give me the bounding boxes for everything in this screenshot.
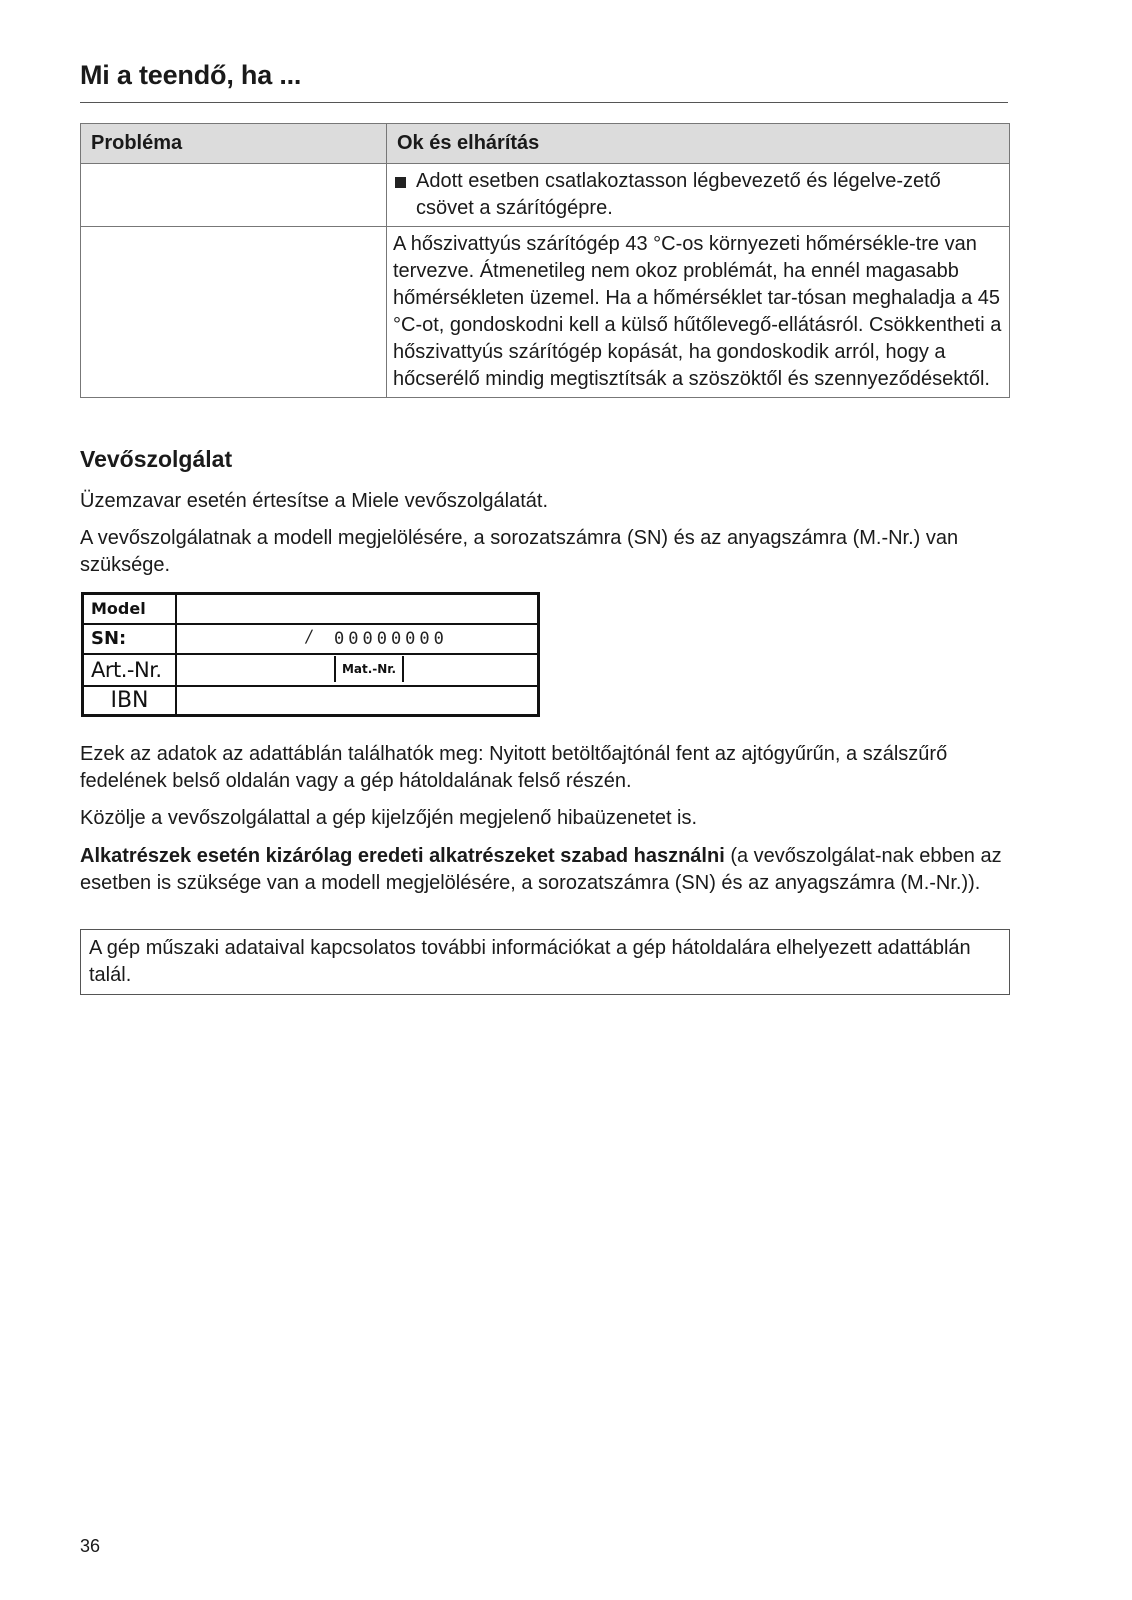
cause-cell <box>387 164 1010 227</box>
service-paragraph: A vevőszolgálatnak a modell megjelölésére, a sorozatszámra (SN) és az anyagszámra (M.-Nr.) van szüksége. <box>80 527 959 576</box>
plate-row-sn <box>84 625 537 655</box>
service-paragraph <box>80 843 1005 897</box>
bullet-text: Adott esetben csatlakoztasson légbevezető és légelve-zető csövet a szárítógépre. <box>416 170 941 219</box>
notice-text: (a vevőszolgálat-nak ebben az esetben is szüksége van a modell megjelölésére, a sorozatszámra (SN) és az anyagszámra (M.-Nr.)). <box>80 845 1002 894</box>
bold-notice: Alkatrészek esetén kizárólag eredeti alkatrészeket szabad használni <box>80 845 725 867</box>
plate-label-sn: SN: <box>84 625 177 653</box>
service-paragraph: Ezek az adatok az adattáblán találhatók meg: Nyitott betöltőajtónál fent az ajtógyűrűn, a szálszűrő fedelének belső oldalán vagy a gép hátoldalának felső részén. <box>80 743 948 792</box>
service-paragraph: Közölje a vevőszolgálattal a gép kijelzőjén megjelenő hibaüzenetet is. <box>80 807 698 829</box>
table-row <box>81 164 1010 227</box>
plate-row-art <box>84 655 537 687</box>
title-divider <box>80 102 1008 103</box>
plate-row-ibn <box>84 687 537 714</box>
service-paragraph: Üzemzavar esetén értesítse a Miele vevőszolgálatát. <box>80 490 548 512</box>
table-header-row <box>81 124 1010 164</box>
plate-row-model <box>84 595 537 625</box>
type-plate-illustration <box>81 592 540 717</box>
plate-label-mat: Mat.-Nr. <box>334 656 404 682</box>
page-number: 36 <box>80 1536 101 1556</box>
sn-value: 00000000 <box>334 629 448 649</box>
sn-separator: / <box>304 627 314 647</box>
note-box: A gép műszaki adataival kapcsolatos további információkat a gép hátoldalára elhelyezett adattáblán talál. <box>80 929 1010 995</box>
troubleshooting-table <box>80 123 1010 398</box>
plate-label-model: Model <box>84 595 177 623</box>
page-title: Mi a teendő, ha ... <box>80 60 302 90</box>
bullet-item <box>393 168 1003 222</box>
column-header-problem: Probléma <box>81 124 387 164</box>
square-bullet-icon <box>395 177 406 188</box>
table-row <box>81 227 1010 398</box>
plate-label-art: Art.-Nr. <box>84 655 177 685</box>
plate-label-ibn: IBN <box>84 687 177 714</box>
column-header-cause: Ok és elhárítás <box>387 124 1010 164</box>
problem-cell <box>81 227 387 398</box>
cause-cell: A hőszivattyús szárítógép 43 °C-os környezeti hőmérsékle-tre van tervezve. Átmenetileg nem okoz problémát, ha ennél magasabb hőmérsékleten üzemel. Ha a hőmérséklet tar-tósan meghaladja a 45 °C-ot, gondoskodni kell a külső hűtőlevegő-ellátásról. Csökkentheti a hőszivattyús szárítógép kopását, ha gondoskodik arról, hogy a hőcserélő mindig megtisztítsák a szöszöktől és szennyeződésektől. <box>387 227 1010 398</box>
section-heading-service: Vevőszolgálat <box>80 446 233 472</box>
problem-cell <box>81 164 387 227</box>
